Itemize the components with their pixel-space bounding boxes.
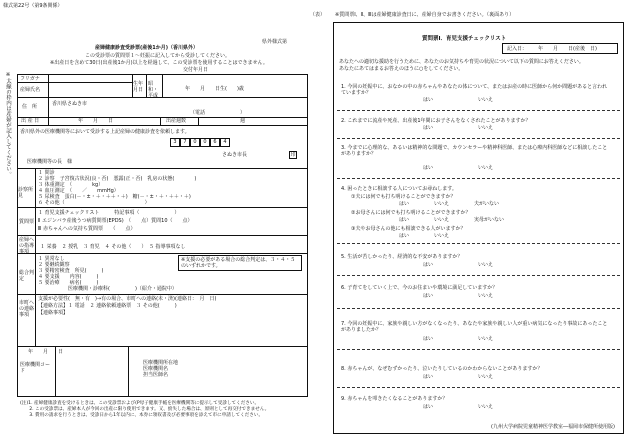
- delivery-date[interactable]: 年 月 日: [78, 118, 114, 124]
- instruction-1: この受診票の質問票１〜妊振に記入してから受診してください。: [85, 53, 231, 59]
- form-number: 様式第22号（第9条関係）: [3, 3, 63, 9]
- answer-4-3[interactable]: はい いいえ: [399, 233, 450, 239]
- guidance-items[interactable]: １ 栄養 ２ 授乳 ３ 育児 ４ その他（ ） ５ 指導事項なし: [40, 244, 186, 250]
- judgment-item[interactable]: ２ 要継続観察: [38, 262, 70, 268]
- question-6: 6. 子育てをしていく上で、今のお住まいや環境に満足していますか？: [341, 285, 498, 291]
- exam-item[interactable]: ２ 診察 子宮復古状況(良・否) 悪露(正・否) 乳房の状態( ): [38, 176, 197, 182]
- answer-2[interactable]: はい いいえ: [423, 125, 494, 131]
- exam-item[interactable]: ３ 体重測定 （ kg）: [38, 182, 104, 188]
- answer-3[interactable]: はい いいえ: [423, 165, 494, 171]
- judgment-item[interactable]: １ 異常なし: [38, 256, 65, 262]
- note-item: 2. この受診票は、産婦本人が今回の出産に限り使用できます。又、紛失した場合は、原則として再交付できません。: [20, 407, 270, 412]
- name-label: 産婦氏名: [20, 87, 41, 93]
- answer-4-1[interactable]: はい いいえ 夫がいない: [399, 201, 500, 207]
- judgment-item[interactable]: ５ 要治療 病名( ): [38, 280, 99, 286]
- furigana-label: フリガナ: [20, 76, 40, 82]
- judgment-item[interactable]: ４ 要支援 内容( ): [38, 274, 99, 280]
- contact-item[interactable]: 【連絡方法】１ 電話 ２ 連絡依頼連絡票 ３ その他( ): [38, 303, 177, 309]
- address-label: 住 所: [22, 104, 38, 110]
- exam-items: [38, 170, 196, 206]
- question-9: 9. 赤ちゃんを叩きたくなることがありますか？: [341, 396, 448, 402]
- judgment-item[interactable]: 医療機関・診療科( )（紹介・通院中）: [38, 286, 177, 292]
- questionnaire-item[interactable]: Ⅲ 赤ちゃんへの気持ち質問票 （ 点）: [38, 226, 136, 232]
- question-5: 5. 生活が苦しかったり、経済的な不安がありますか？: [341, 254, 463, 260]
- institution-name-field[interactable]: 医療機関名: [143, 366, 169, 372]
- right-page: [319, 0, 630, 439]
- seal-mark: 印: [290, 152, 296, 158]
- judgment-items: [38, 256, 177, 292]
- judgment-label: 総合判定: [19, 270, 35, 282]
- form-title: 産婦健康診査受診票(産後1か月)（香川県外）: [95, 45, 199, 51]
- question-1: 1. 今回の妊娠中に、おなかの中の赤ちゃんやあなたの体について、またはお産の時に医師から何か問題があると言われていますか？: [341, 84, 608, 96]
- name-field[interactable]: [50, 84, 130, 96]
- week-label: 出産週数: [166, 118, 187, 124]
- judgment-note: ※支援の必要がある場合の総合判定は、３・４・５のいずれかです。: [178, 255, 302, 271]
- question-4-1: ①夫には何でも打ち明けることができますか？: [351, 194, 456, 200]
- questionnaire-items: [38, 210, 193, 232]
- answer-5[interactable]: はい いいえ: [423, 262, 494, 268]
- answer-4-2[interactable]: はい いいえ 実母がいない: [399, 217, 505, 223]
- answer-6[interactable]: はい いいえ: [423, 293, 494, 299]
- institution-address[interactable]: 医療機関所在地: [143, 360, 179, 366]
- instruction-2: ※出産日を含めて30日(出産後1か月)以上を経過して、この受診票を使用することはできません。: [50, 60, 268, 66]
- contact-items: [38, 296, 216, 316]
- institution-name: 医療機関等の長 様: [27, 159, 73, 165]
- side-note: ※太線の枠内は産婦が記入してください。: [5, 72, 11, 177]
- code-digit: 0: [190, 138, 200, 147]
- intro-2: あなたにあてはまるお答えのほうに○をしてください。: [339, 66, 464, 72]
- institution-code-field[interactable]: [57, 359, 125, 373]
- checklist-title: 質問票Ⅰ．育児支援チェックリスト: [422, 36, 507, 42]
- intro-1: あなたへの適切な援助を行うために、あなたのお気持ちや育児の状況について以下の質問にお答えください。: [339, 59, 584, 65]
- contact-item[interactable]: 支援が必要性( 無・有 )→有の場合、市町への連絡(未・済)(連絡日： 月 日): [38, 296, 217, 302]
- birth-label: 生年月日: [133, 81, 144, 93]
- code-digit: 6: [210, 138, 220, 147]
- code-box: [170, 138, 232, 147]
- question-2: 2. これまでに流産や死産、出産後1年間にお子さんをなくされたことがありますか？: [341, 118, 531, 124]
- mayor-label: さぬき市長: [222, 152, 248, 158]
- notes: [20, 401, 315, 419]
- code-digit: 0: [200, 138, 210, 147]
- contact-item[interactable]: 【連絡事項】: [38, 310, 69, 316]
- guidance-label: 産婦への指導事項: [19, 237, 35, 255]
- exam-item[interactable]: ４ 血圧測定 （ ／ mmHg）: [38, 188, 119, 194]
- question-3: 3. 今までに心理的な、あるいは精神的な問題で、カウンセラーや精神科医師、または心療内科医師などに相談したことがありますか？: [341, 145, 608, 157]
- exam-item[interactable]: ６ その他（ ）: [38, 200, 150, 206]
- issue-date: 交付年月日: [183, 67, 209, 73]
- answer-8[interactable]: はい いいえ: [423, 374, 494, 380]
- footer-credit: (九州大学病院児童精神医学教室―福岡市保健所使用版): [491, 424, 615, 430]
- prefecture-form: 県外様式第: [262, 39, 288, 45]
- answer-1[interactable]: はい いいえ: [423, 97, 494, 103]
- era-label: 昭和・平成: [148, 81, 159, 99]
- question-7: 7. 今回の妊娠中に、家族や親しい方がなくなったり、あなたや家族や親しい人が重い病気になったり事故にあったことがありましたか？: [341, 321, 608, 333]
- question-4-2: ②お母さんには何でも打ち明けることができますか？: [351, 210, 471, 216]
- entry-fields[interactable]: 年 月 日(産後 日): [538, 46, 597, 52]
- address-value[interactable]: 香川県さぬき市: [52, 101, 88, 107]
- question-8: 8. 赤ちゃんが、なぜむずかったり、泣いたりしているのかわからないことがありますか？: [341, 366, 543, 372]
- note-item: (注)1. 産婦健康診査を受けるときは、この受診票および(P母子健康手帳を医療機関等に提示して受診してください。: [20, 401, 260, 406]
- answer-9[interactable]: はい いいえ: [423, 404, 494, 410]
- front-label: （表）: [310, 12, 326, 18]
- questionnaire-item[interactable]: Ⅱ エジンバラ産後うつ病質問票(EPDS) （ 点）質問10（ 点）: [38, 218, 193, 224]
- exam-item[interactable]: ５ 尿検査 蛋白(－・±・＋・＋＋・＋) 糖(－・±・＋・＋＋・＋): [38, 194, 191, 200]
- delivery-label: 出 産 日: [21, 118, 40, 124]
- contact-label: 市町への連絡事項: [19, 300, 35, 318]
- judgment-item[interactable]: ３ 要精密検査 所見( ): [38, 268, 104, 274]
- exam-item: １ 問診: [38, 170, 55, 176]
- answer-7[interactable]: はい いいえ: [423, 336, 494, 342]
- question-4: 4. 困ったときに相談する人についてお尋ねします。: [341, 186, 457, 192]
- week-value[interactable]: 週: [240, 118, 246, 124]
- institution-fields: [143, 360, 178, 378]
- entry-date-box[interactable]: [502, 43, 618, 54]
- exam-label: 診察所見: [18, 187, 34, 199]
- code-digit: 7: [180, 138, 190, 147]
- doctor-name[interactable]: 担当医師名: [143, 372, 169, 378]
- code-label: 医療機関コード: [20, 362, 51, 374]
- code-digit: 4: [220, 138, 230, 147]
- questionnaire-label: 質問票: [19, 219, 35, 225]
- entry-label: 記入日：: [507, 46, 528, 52]
- code-digit: 3: [170, 138, 180, 147]
- phone-label[interactable]: （電話 ）: [190, 110, 246, 116]
- date-small[interactable]: 年 月 日: [28, 349, 64, 355]
- header-note: ※質問票Ⅰ、Ⅱ、Ⅲは産婦健康診査日に、産婦自身でお書きください。（裏面あり）: [335, 12, 515, 18]
- request-text: 香川県外の医療機関等において受診する上記産婦の健康診査を依頼します。: [20, 129, 190, 135]
- question-4-3: ③夫やお母さんの他にも相談できる人がいますか？: [351, 226, 466, 232]
- questionnaire-item[interactable]: １ 育児支援チェックリスト 特記事項（ ）: [38, 210, 180, 216]
- note-item: 3. 費用の請求を行うときは、受診日から1年以内に、本券に領収書及び必要事項を添えて市に申請してください。: [20, 413, 264, 418]
- birth-fields[interactable]: 年 月 日生( )歳: [185, 86, 244, 92]
